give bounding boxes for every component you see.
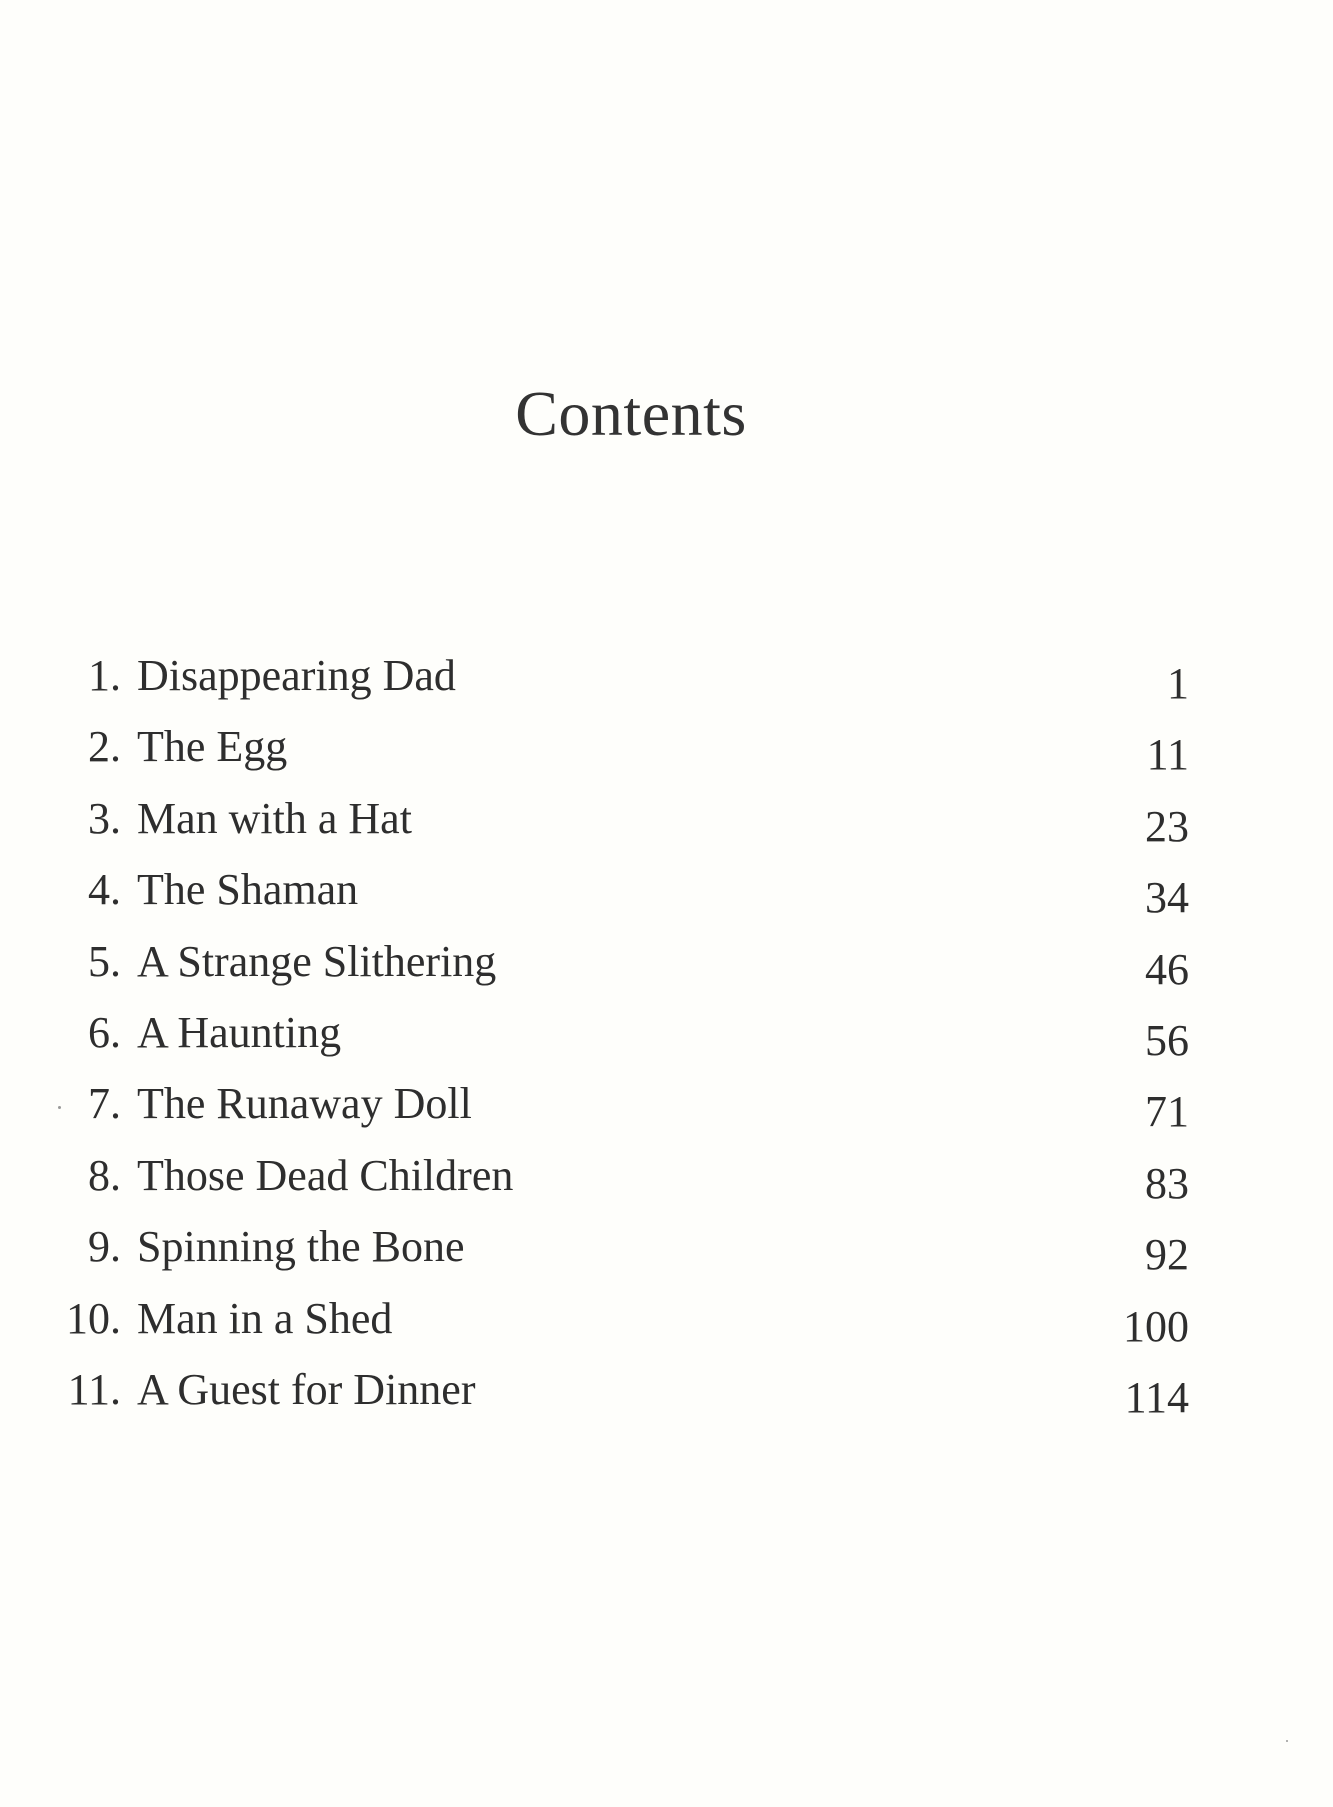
page-number: 1 — [1167, 659, 1189, 708]
toc-entry — [0, 926, 1333, 998]
chapter-number: 2. — [88, 722, 121, 771]
chapter-title: Man with a Hat — [137, 794, 412, 843]
chapter-number: 4. — [88, 865, 121, 914]
chapter-title: The Shaman — [137, 865, 359, 914]
page-number: 11 — [1146, 730, 1189, 779]
toc-entry — [0, 1211, 1333, 1283]
chapter-number: 1. — [88, 651, 121, 700]
page-number: 34 — [1145, 873, 1189, 922]
chapter-title: Disappearing Dad — [137, 651, 456, 700]
chapter-number: 7. — [88, 1079, 121, 1128]
toc-entry — [0, 711, 1333, 783]
toc-entry — [0, 640, 1333, 712]
chapter-title: The Runaway Doll — [137, 1079, 472, 1128]
chapter-title: Spinning the Bone — [137, 1222, 465, 1271]
page-title: Contents — [515, 378, 747, 449]
chapter-number: 8. — [88, 1151, 121, 1200]
toc-entry — [0, 854, 1333, 926]
chapter-title: A Guest for Dinner — [137, 1365, 476, 1414]
toc-entry — [0, 1140, 1333, 1212]
page-number: 92 — [1145, 1230, 1189, 1279]
chapter-number: 3. — [88, 794, 121, 843]
chapter-number: 10. — [66, 1294, 121, 1343]
toc-entry — [0, 1068, 1333, 1140]
page-number: 83 — [1145, 1159, 1189, 1208]
page-number: 23 — [1145, 802, 1189, 851]
chapter-number: 11. — [67, 1365, 121, 1414]
page-number: 71 — [1145, 1087, 1189, 1136]
toc-entry — [0, 1354, 1333, 1426]
chapter-title: A Haunting — [137, 1008, 342, 1057]
chapter-number: 5. — [88, 937, 121, 986]
scan-speck — [58, 1106, 61, 1109]
page-number: 114 — [1124, 1373, 1189, 1422]
toc-entry — [0, 997, 1333, 1069]
chapter-number: 6. — [88, 1008, 121, 1057]
page-number: 46 — [1145, 945, 1189, 994]
toc-entry — [0, 1283, 1333, 1355]
chapter-title: Those Dead Children — [137, 1151, 514, 1200]
chapter-title: Man in a Shed — [137, 1294, 393, 1343]
toc-entry — [0, 783, 1333, 855]
page-number: 56 — [1145, 1016, 1189, 1065]
page-number: 100 — [1123, 1302, 1189, 1351]
chapter-title: The Egg — [137, 722, 288, 771]
chapter-title: A Strange Slithering — [137, 937, 497, 986]
scan-speck — [1286, 1740, 1288, 1742]
chapter-number: 9. — [88, 1222, 121, 1271]
